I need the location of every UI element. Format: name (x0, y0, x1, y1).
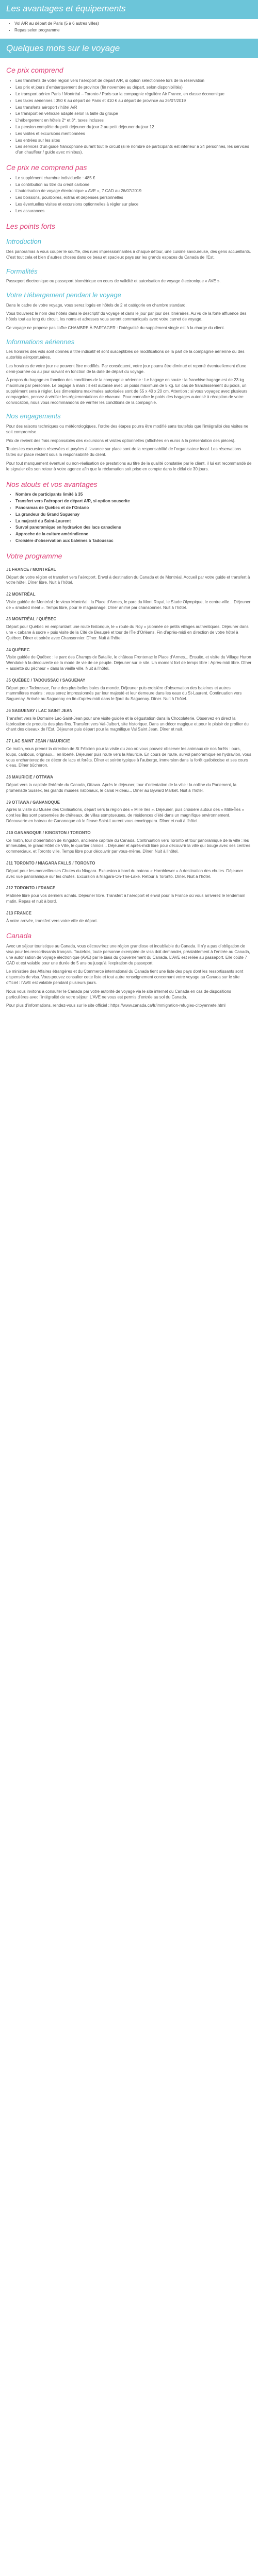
day-text: Départ pour les merveilleuses Chutes du Niagara. Excursion à bord du bateau « Hornblower » à destination des chutes. Déjeuner avec vue panoramique sur les chutes. Excursion à Niagara-On-The-Lake. Retour à Toronto. Dîner. Nuit à l’hôtel. (6, 868, 243, 879)
day-title: J11 TORONTO / NIAGARA FALLS / TORONTO (6, 860, 95, 866)
canada-text: Pour plus d’informations, rendez-vous sur le site officiel : https://www.canada.ca/fr/immigration-refugies-citoyennete.html (6, 1003, 225, 1008)
prix-comprend-list (6, 78, 252, 156)
list-item: • L’autorisation de voyage électronique « AVE », 7 CAD au 26/07/2019 (15, 189, 252, 194)
top-bullet: • Vol A/R au départ de Paris (5 à 6 autres villes) (14, 21, 252, 27)
list-item: • Les services d’un guide francophone durant tout le circuit (si le nombre de participants est inférieur à 24 personnes, les services d’un chauffeur / guide avec minibus). (15, 144, 252, 156)
hebergement-text: Vous trouverez le nom des hôtels dans le descriptif du voyage et dans le jour par jour des itinéraires. Au vu de la forte affluence des hôtels tout au long du circuit, les noms et adresses vous seront communiqués avec votre carnet de voyage. (6, 311, 247, 322)
infos-text: Les horaires de votre jour ne peuvent être modifiés. Par conséquent, votre jour pourra être diminué et reporté éventuellement d’une demi-journée ou au jour suivant en fonction de la date de départ du voyage. (6, 363, 247, 374)
day-text: Départ de votre région et transfert vers l’aéroport. Envol à destination du Canada et de Montréal. Accueil par votre guide et transfert à votre hôtel. Dîner libre. Nuit à l’hôtel. (6, 574, 250, 585)
introduction-heading: Introduction (6, 238, 41, 246)
day-title: J10 GANANOQUE / KINGSTON / TORONTO (6, 830, 91, 835)
day-title: J7 LAC SAINT JEAN / MAURICIE (6, 739, 70, 744)
day-title: J1 FRANCE / MONTRÉAL (6, 567, 56, 572)
equipements-banner: Les avantages et équipements (0, 0, 258, 19)
list-item: • Survol panoramique en hydravion des lacs canadiens (15, 525, 252, 531)
top-bullets (0, 19, 258, 39)
list-item: • Les visites et excursions mentionnées (15, 131, 252, 137)
day-text: Visite guidée de Québec : le parc des Champs de Bataille, le château Frontenac le Place d’Armes... Ensuite, et visite du Village Huron Wendake à la découverte de la mode de vie de ce peuple. Déjeuner sur le site. Un moment fort de temps libre : Après-midi libre. Dîner « assiette du pêcheur » dans la vieille ville. Nuit à l’hôtel. (6, 655, 252, 671)
list-item: • Les transferts aéroport / hôtel A/R (15, 105, 252, 111)
engagements-text: Toutes les excursions réservées et payées à l’avance sur place sont de la responsabilité de l’organisateur local. Les réservations faites sur place restent sous la responsabilité du client. (6, 447, 241, 457)
list-item: • L’hébergement en hôtels 2* et 3*, taxes incluses (15, 118, 252, 124)
formalites-heading: Formalités (6, 267, 38, 275)
engagements-text: Pour tout manquement éventuel ou non-réalisation de prestations au titre de la qualité constatée par le client, il lui est recommandé de le signaler dès son retour à votre agence afin que la réclamation soit prise en compte dans le délai de 30 jours. (6, 461, 252, 471)
day-title: J4 QUÉBEC (6, 647, 30, 652)
canada-text: Nous vous invitons à consulter le Canada par votre autorité de voyage via le site internet du Canada en cas de dispositions particulières avec l’intégralité de votre séjour. L’AVE ne vous est permis d’entrée au sol du Canada. (6, 989, 231, 999)
top-bullet: • Repas selon programme (14, 28, 252, 33)
day-text: Ce matin, vous prenez la direction de St Félicien pour la visite du zoo où vous pouvez observer les animaux de nos forêts : ours, loups, caribous, orignaux... en liberté. Déjeuner puis route vers la Mauricie. En cours de route, survol panoramique en hydravion, vous vous enchanterez de ce décor de lacs et forêts. Dîner et soirée typique à l’auberge, immersion dans la forêt québécoise et ses cours d’eau. Dîner bûcheron. (6, 747, 251, 768)
canada-heading: Canada (6, 931, 32, 940)
canada-text: Le ministère des Affaires étrangères et du Commerce international du Canada tient une liste des pays dont les ressortissants sont dispensés de visa. Vous pouvez consulter cette liste et tout autre renseignement concernant votre voyage au Canada sur le site officiel : l’AVE est valable pendant plusieurs jours. (6, 969, 244, 986)
day-title: J12 TORONTO / FRANCE (6, 886, 56, 891)
day-title: J8 MAURICIE / OTTAWA (6, 775, 53, 780)
engagements-text: Prix de revient des frais responsables des excursions et visites optionnelles (affichées en euros à la présentation des pièces). (6, 438, 236, 443)
points-forts-heading: Les points forts (6, 222, 55, 230)
formalites-text: Passeport électronique ou passeport biométrique en cours de validité et autorisation de voyage électronique « AVE ». (6, 279, 221, 284)
list-item: • Le transport en véhicule adapté selon la taille du groupe (15, 111, 252, 117)
list-item: • Les entrées sur les sites (15, 138, 252, 144)
list-item: • Les prix et jours d’embarquement de province (fin novembre au départ, selon disponibilités) (15, 85, 252, 91)
day-title: J9 OTTAWA / GANANOQUE (6, 800, 60, 805)
list-item: • Nombre de participants limité à 35 (15, 492, 252, 498)
day-title: J13 FRANCE (6, 910, 31, 916)
prix-comprend-section (0, 65, 258, 561)
itinerary (0, 567, 258, 924)
list-item: • Le transport aérien Paris / Montréal – Toronto / Paris sur la compagnie régulière Air France, en classe économique (15, 92, 252, 97)
canada-text: Avec un séjour touristique au Canada, vous découvrirez une région grandiose et inoubliable du Canada. Il n’y a pas d’obligation de visa pour les ressortissants français. Toutefois, toute personne exemptée de visa doit demander, préalablement à l’entrée au Canada, une autorisation de voyage électronique (AVE) par le biais du gouvernement du Canada. L’AVE est reliée au passeport. Elle coûte 7 CAD et est valable pour une durée de 5 ans ou jusqu’à l’expiration du passeport. (6, 944, 250, 965)
day-title: J2 MONTRÉAL (6, 592, 36, 597)
voyage-banner: Quelques mots sur le voyage (0, 39, 258, 59)
infos-text: Les horaires des vols sont donnés à titre indicatif et sont susceptibles de modifications de la part de la compagnie aérienne ou des autorités aéroportuaires. (6, 349, 245, 360)
programme-heading: Votre programme (6, 551, 62, 560)
day-title: J3 MONTRÉAL / QUÉBEC (6, 617, 57, 622)
atouts-heading: Nos atouts et vos avantages (6, 480, 98, 488)
list-item: • Les éventuelles visites et excursions optionnelles à régler sur place (15, 202, 252, 208)
engagements-heading: Nos engagements (6, 412, 61, 420)
introduction-text: Des panoramas à vous couper le souffle, des rues impressionnantes à chaque détour, une cuisine savoureuse, des gens accueillants. C’est tout cela et bien d’autres choses dans ce beau et spacieux pays sur les grands espaces du Canada de l’Est. (6, 249, 251, 260)
list-item: • Les taxes aériennes : 350 € au départ de Paris et 410 € au départ de province au 26/07/2019 (15, 98, 252, 104)
list-item: • Transfert vers l’aéroport de départ A/R, si option souscrite (15, 499, 252, 504)
list-item: • La pension complète du petit déjeuner du jour 2 au petit déjeuner du jour 12 (15, 125, 252, 130)
day-text: Départ vers la capitale fédérale du Canada, Ottawa. Après le déjeuner, tour d’orientation de la ville : la colline du Parlement, la promenade Sussex, les grands musées nationaux, le canal Rideau... Dîner au Byward Market. Nuit à l’hôtel. (6, 783, 237, 793)
day-text: Départ pour Québec en empruntant une route historique, le « route du Roy » jalonnée de petits villages authentiques. Déjeuner dans une « cabane à sucre » puis visite de la Cité de Beaupré et tour de l’Île d’Orléans. Fin d’après-midi en direction de votre hôtel à Québec. Dîner et soirée avec Chansonnier. Dîner. Nuit à l’hôtel. (6, 624, 249, 640)
prix-ne-comprend-heading: Ce prix ne comprend pas (6, 163, 87, 172)
day-text: Transfert vers le Domaine Lac-Saint-Jean pour une visite guidée et la dégustation dans la Chocolaterie. Observez en direct la fabrication de produits des plus fins. Transfert vers Val-Jalbert, site historique. Dans un décor magique et pour le plaisir de profiter du chant des oiseaux de l’Est, Déjeuner puis départ pour la magnifique Val Saint Jean. Dîner et nuit. (6, 716, 249, 732)
list-item: • Croisière d’observation aux baleines à Tadoussac (15, 538, 252, 544)
engagements-text: Pour des raisons techniques ou météorologiques, l’ordre des étapes pourra être modifié sans toutefois que l’intégralité des visites ne soit compromise. (6, 423, 249, 434)
hebergement-text: Dans le cadre de votre voyage, vous serez logés en hôtels de 2 et catégorie en chambre standard. (6, 302, 187, 308)
hebergement-heading: Votre Hébergement pendant le voyage (6, 291, 121, 299)
list-item: • La grandeur du Grand Saguenay (15, 512, 252, 518)
day-title: J5 QUÉBEC / TADOUSSAC / SAGUENAY (6, 677, 86, 683)
footer-spacer (0, 1012, 258, 1032)
day-text: Visite guidée de Montréal : le vieux Montréal : la Place d’Armes, le parc du Mont Royal, le Stade Olympique, le centre-ville... Déjeuner de « smoked meat ». Temps libre, pour le magasinage. Dîner animé par chansonnier. Nuit à l’hôtel. (6, 599, 251, 610)
day-title: J6 SAGUENAY / LAC SAINT JEAN (6, 708, 73, 714)
day-text: Ce matin, tour d’orientation de Kingston, ancienne capitale du Canada. Continuation vers Toronto et tour panoramique de la ville : les immeubles, le grand Hôtel de Ville, le quartier chinois... Déjeuner et après-midi libre pour découvrir la ville qui bouge avec ses centres commerciaux, et Toronto ville. Temps libre pour découvrir par vous-même. Dîner. Nuit à l’hôtel. (6, 838, 250, 854)
list-item: • La majesté du Saint-Laurent (15, 519, 252, 524)
day-text: Matinée libre pour vos derniers achats. Déjeuner libre. Transfert à l’aéroport et envol pour la France où vous arriverez le lendemain matin. Repas et nuit à bord. (6, 893, 246, 904)
list-item: • Panoramas de Québec et de l’Ontario (15, 505, 252, 511)
prix-ne-comprend-list (6, 176, 252, 214)
list-item: • La contribution au titre du crédit carbone (15, 182, 252, 188)
atouts-list (6, 492, 252, 544)
page (0, 0, 258, 1032)
canada-section (0, 931, 258, 1009)
list-item: • Les assurances (15, 209, 252, 214)
list-item: • Approche de la culture amérindienne (15, 532, 252, 537)
infos-aeriennes-heading: Informations aériennes (6, 337, 75, 346)
day-text: Départ pour Tadoussac, l’une des plus belles baies du monde. Déjeuner puis croisière d’observation des baleines et autres mammifères marins : vous serez impressionnés par leur majesté et leur demeure dans les eaux du St-Laurent. Continuation vers Saguenay. Arrivée au Saguenay en fin d’après-midi dans le fjord du Saguenay. Dîner. Nuit à l’hôtel. (6, 685, 242, 702)
list-item: • Les transferts de votre région vers l’aéroport de départ A/R, si option sélectionnée lors de la réservation (15, 78, 252, 84)
day-text: À votre arrivée, transfert vers votre ville de départ. (6, 918, 98, 923)
list-item: • Le supplément chambre individuelle : 485 € (15, 176, 252, 181)
hebergement-text: Ce voyage ne propose pas l’offre CHAMBRE À PARTAGER : l’intégralité du supplément single est à la charge du client. (6, 325, 225, 330)
prix-comprend-heading: Ce prix comprend (6, 66, 63, 75)
list-item: • Les boissons, pourboires, extras et dépenses personnelles (15, 195, 252, 201)
infos-text: À propos du bagage en fonction des conditions de la compagnie aérienne : Le bagage en soute : la franchise bagage est de 23 kg maximum par personne. Le bagage à main : il est autorisé avec un poids maximum de 5 kg. En cas de franchissement du poids, un supplément sera à régler. Les dimensions maximales autorisées sont de 55 x 40 x 20 cm. Attention : si vous voyagez avec plusieurs compagnies, pensez à vérifier les réglementations de chacune. Pour connaître le poids des bagages autorisé à réception de votre convocation, nous vous recommandons de vérifier les conditions de la compagnie. (6, 378, 248, 405)
day-text: Après la visite du Musée des Civilisations, départ vers la région des « Mille îles ». Déjeuner, puis croisière autour des « Mille-Îles » dont les îles sont parsemées de châteaux, de villas somptueuses, de résidences d’été dans un magnifique environnement. Découverte en bateau de Gananoque où le fleuve Saint-Laurent vous enveloppera. Dîner et nuit à l’hôtel. (6, 807, 245, 823)
